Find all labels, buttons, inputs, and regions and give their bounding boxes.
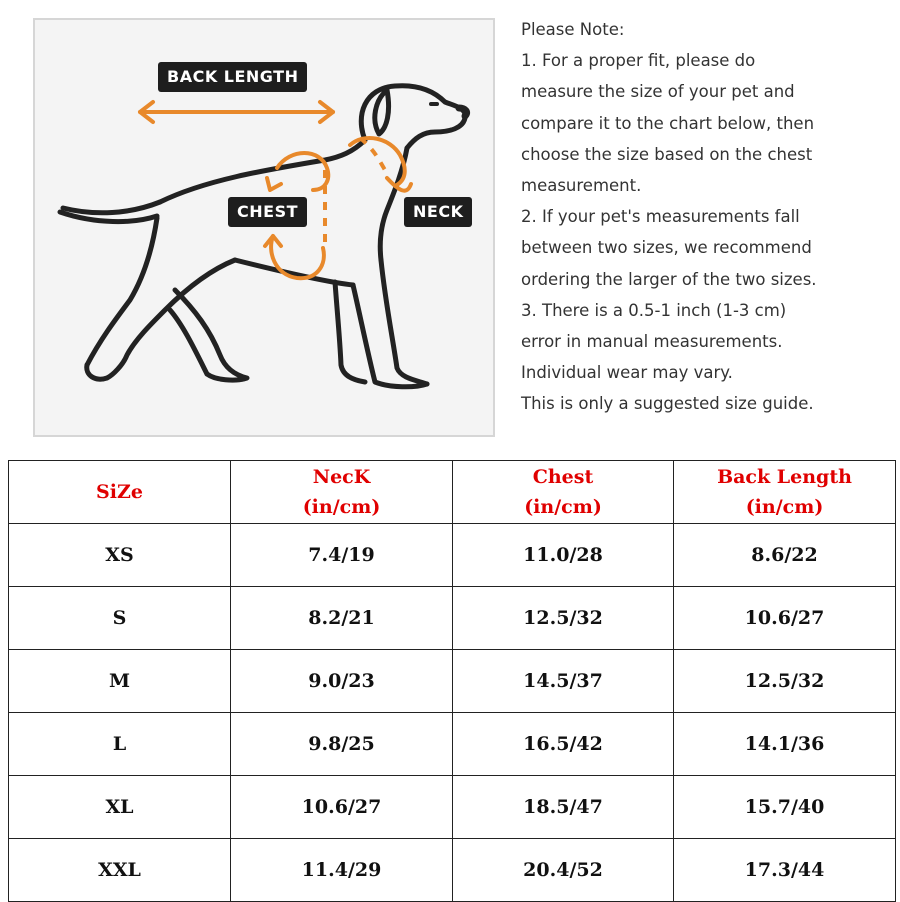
cell-size: XL <box>9 776 231 839</box>
size-chart-table <box>8 460 896 902</box>
note-line: compare it to the chart below, then <box>521 113 815 133</box>
cell-back-length: 15.7/40 <box>674 776 896 839</box>
table-row <box>9 524 896 587</box>
chest-label: CHEST <box>228 197 307 227</box>
cell-back-length: 14.1/36 <box>674 713 896 776</box>
note-line: measure the size of your pet and <box>521 82 795 102</box>
cell-chest: 18.5/47 <box>453 776 674 839</box>
note-line: This is only a suggested size guide. <box>521 394 814 414</box>
cell-chest: 14.5/37 <box>453 650 674 713</box>
header-back-length <box>674 461 896 524</box>
cell-back-length: 17.3/44 <box>674 839 896 902</box>
table-row <box>9 650 896 713</box>
cell-chest: 11.0/28 <box>453 524 674 587</box>
table-row <box>9 839 896 902</box>
table-row <box>9 587 896 650</box>
note-line: 3. There is a 0.5-1 inch (1-3 cm) <box>521 300 787 320</box>
note-line: 1. For a proper fit, please do <box>521 51 756 71</box>
header-chest <box>453 461 674 524</box>
cell-chest: 20.4/52 <box>453 839 674 902</box>
header-neck-label: NecK <box>312 466 371 488</box>
cell-chest: 12.5/32 <box>453 587 674 650</box>
cell-neck: 8.2/21 <box>231 587 453 650</box>
header-chest-unit: (in/cm) <box>524 496 602 518</box>
measurement-diagram <box>33 18 495 437</box>
header-back-length-label: Back Length <box>717 466 852 488</box>
note-line: error in manual measurements. <box>521 332 783 352</box>
cell-back-length: 8.6/22 <box>674 524 896 587</box>
cell-back-length: 12.5/32 <box>674 650 896 713</box>
note-line: ordering the larger of the two sizes. <box>521 269 817 289</box>
note-line: choose the size based on the chest <box>521 144 813 164</box>
cell-size: L <box>9 713 231 776</box>
cell-size: XS <box>9 524 231 587</box>
neck-label: NECK <box>404 197 472 227</box>
cell-size: S <box>9 587 231 650</box>
cell-neck: 10.6/27 <box>231 776 453 839</box>
note-line: measurement. <box>521 176 642 196</box>
cell-size: M <box>9 650 231 713</box>
please-note-text <box>521 14 893 420</box>
cell-back-length: 10.6/27 <box>674 587 896 650</box>
cell-neck: 9.8/25 <box>231 713 453 776</box>
note-heading: Please Note: <box>521 20 625 39</box>
table-row <box>9 776 896 839</box>
header-back-length-unit: (in/cm) <box>745 496 824 518</box>
cell-size: XXL <box>9 839 231 902</box>
back-length-label: BACK LENGTH <box>158 62 307 92</box>
header-neck <box>231 461 453 524</box>
cell-chest: 16.5/42 <box>453 713 674 776</box>
header-size-label: SiZe <box>96 481 143 503</box>
note-line: 2. If your pet's measurements fall <box>521 207 800 227</box>
table-header-row <box>9 461 896 524</box>
header-chest-label: Chest <box>532 466 594 488</box>
table-row <box>9 713 896 776</box>
note-line: between two sizes, we recommend <box>521 238 812 258</box>
header-neck-unit: (in/cm) <box>302 496 381 518</box>
cell-neck: 9.0/23 <box>231 650 453 713</box>
cell-neck: 11.4/29 <box>231 839 453 902</box>
note-line: Individual wear may vary. <box>521 363 733 383</box>
cell-neck: 7.4/19 <box>231 524 453 587</box>
header-size <box>9 461 231 524</box>
